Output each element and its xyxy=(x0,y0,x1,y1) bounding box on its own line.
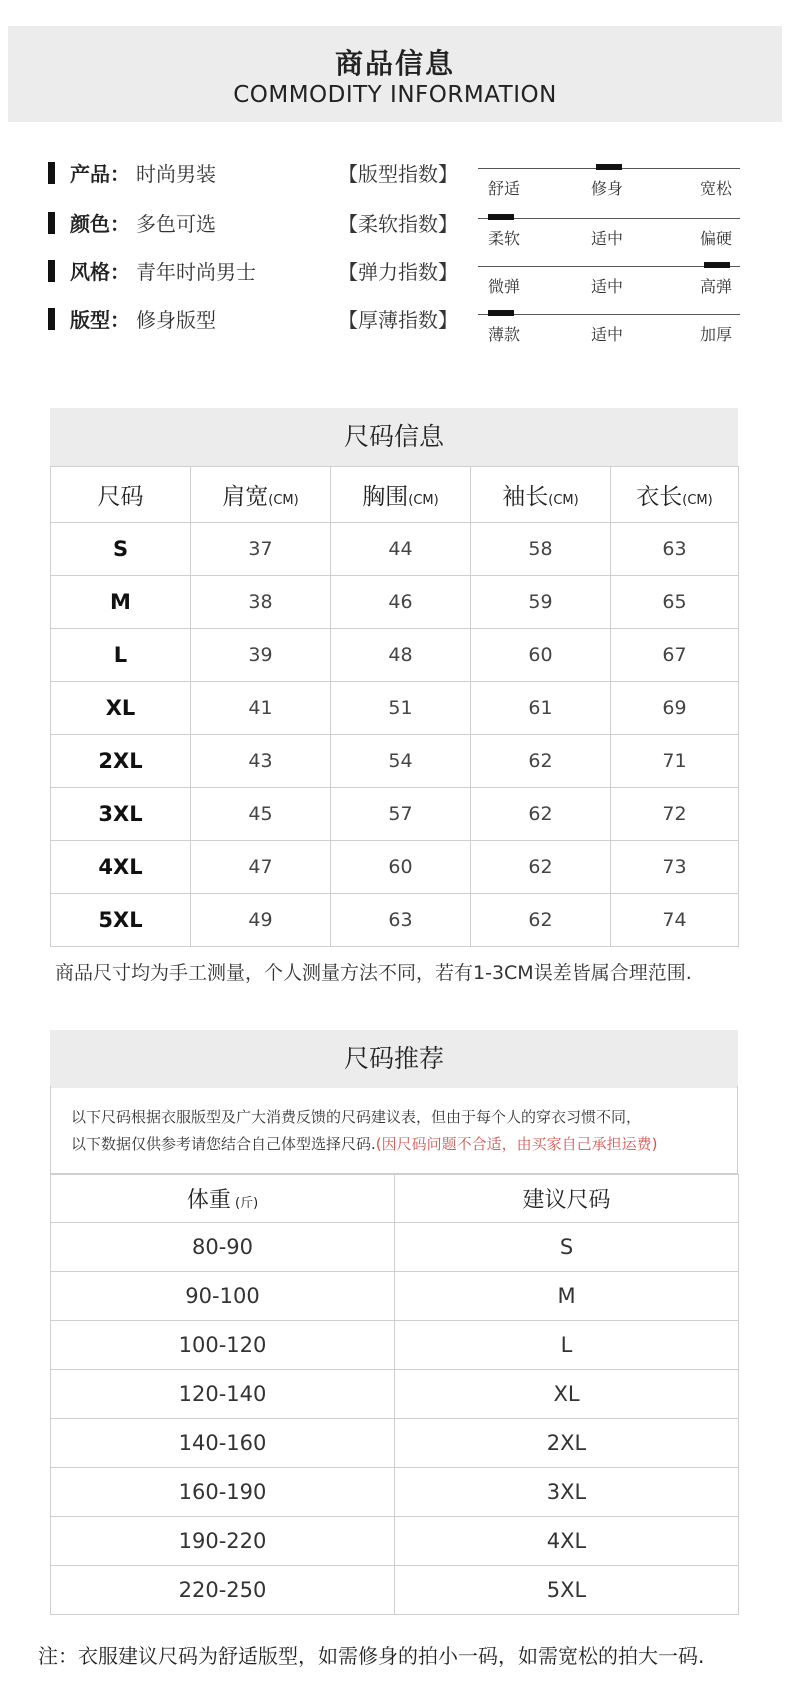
scale-line xyxy=(478,218,740,219)
scale-label-low: 薄款 xyxy=(488,325,521,344)
size-table-header xyxy=(611,467,739,523)
attribute-key: 风格： xyxy=(70,260,130,284)
measure-cell: 38 xyxy=(191,576,331,629)
index-scale xyxy=(478,206,740,250)
measure-cell: 49 xyxy=(191,894,331,947)
scale-label-low: 微弹 xyxy=(488,277,521,296)
attribute-value: 青年时尚男士 xyxy=(136,260,256,284)
fit-advice-note: 注：衣服建议尺码为舒适版型，如需修身的拍小一码，如需宽松的拍大一码. xyxy=(38,1644,705,1668)
header-title-en: COMMODITY INFORMATION xyxy=(233,82,557,108)
size-table-header xyxy=(51,467,191,523)
measure-cell: 59 xyxy=(471,576,611,629)
header-unit: (CM) xyxy=(682,493,713,508)
header-label: 尺码 xyxy=(97,484,144,510)
attribute-key: 版型： xyxy=(70,308,130,332)
measure-cell: 63 xyxy=(331,894,471,947)
table-row xyxy=(51,629,739,682)
measure-cell: 74 xyxy=(611,894,739,947)
table-row xyxy=(51,523,739,576)
size-recommend-title: 尺码推荐 xyxy=(50,1030,738,1088)
measure-cell: 71 xyxy=(611,735,739,788)
measure-cell: 73 xyxy=(611,841,739,894)
measure-cell: 43 xyxy=(191,735,331,788)
measure-cell: 47 xyxy=(191,841,331,894)
measurement-note: 商品尺寸均为手工测量，个人测量方法不同，若有1-3CM误差皆属合理范围. xyxy=(55,962,692,984)
measure-cell: 62 xyxy=(471,735,611,788)
header-label: 袖长 xyxy=(502,484,549,510)
measure-cell: 60 xyxy=(331,841,471,894)
table-row xyxy=(51,1321,739,1370)
table-row xyxy=(51,841,739,894)
size-cell: S xyxy=(51,523,191,576)
measure-cell: 48 xyxy=(331,629,471,682)
scale-label-high: 高弹 xyxy=(699,277,732,296)
recommend-table-header xyxy=(51,1175,395,1223)
attribute-key: 颜色： xyxy=(70,212,130,236)
measure-cell: 44 xyxy=(331,523,471,576)
attribute-key: 产品： xyxy=(70,162,130,186)
measure-cell: 62 xyxy=(471,894,611,947)
weight-cell: 120-140 xyxy=(51,1370,395,1419)
measure-cell: 61 xyxy=(471,682,611,735)
index-scale xyxy=(478,254,740,298)
table-row xyxy=(51,1272,739,1321)
table-row xyxy=(51,735,739,788)
attribute-value: 时尚男装 xyxy=(136,162,216,186)
header-unit: (CM) xyxy=(408,493,439,508)
header-label: 胸围 xyxy=(362,484,409,510)
recommend-desc-line2 xyxy=(71,1133,658,1154)
size-cell: L xyxy=(51,629,191,682)
scale-label-mid: 适中 xyxy=(591,325,624,344)
recommended-size-cell: L xyxy=(395,1321,739,1370)
weight-cell: 90-100 xyxy=(51,1272,395,1321)
size-cell: XL xyxy=(51,682,191,735)
scale-line xyxy=(478,266,740,267)
table-row xyxy=(51,682,739,735)
header-unit: (CM) xyxy=(268,493,299,508)
size-table-header xyxy=(471,467,611,523)
recommended-size-cell: XL xyxy=(395,1370,739,1419)
weight-cell: 100-120 xyxy=(51,1321,395,1370)
header-unit: (斤) xyxy=(230,1196,259,1211)
recommended-size-cell: 4XL xyxy=(395,1517,739,1566)
measure-cell: 45 xyxy=(191,788,331,841)
recommended-size-cell: 5XL xyxy=(395,1566,739,1615)
table-row xyxy=(51,1370,739,1419)
bullet-bar-icon xyxy=(48,308,55,330)
table-row xyxy=(51,1223,739,1272)
header-label: 衣长 xyxy=(636,484,683,510)
measure-cell: 51 xyxy=(331,682,471,735)
recommended-size-cell: M xyxy=(395,1272,739,1321)
weight-cell: 220-250 xyxy=(51,1566,395,1615)
index-scale xyxy=(478,302,740,346)
weight-cell: 80-90 xyxy=(51,1223,395,1272)
measure-cell: 69 xyxy=(611,682,739,735)
scale-label-high: 偏硬 xyxy=(699,229,732,248)
attribute-row xyxy=(48,156,740,200)
attribute-row xyxy=(48,206,740,250)
measure-cell: 65 xyxy=(611,576,739,629)
index-label: 【柔软指数】 xyxy=(338,212,458,236)
size-cell: M xyxy=(51,576,191,629)
recommended-size-cell: 2XL xyxy=(395,1419,739,1468)
size-cell: 3XL xyxy=(51,788,191,841)
size-table-header-row xyxy=(51,467,739,523)
index-label: 【版型指数】 xyxy=(338,162,458,186)
scale-label-mid: 适中 xyxy=(591,277,624,296)
measure-cell: 37 xyxy=(191,523,331,576)
index-label: 【弹力指数】 xyxy=(338,260,458,284)
table-row xyxy=(51,894,739,947)
index-label: 【厚薄指数】 xyxy=(338,308,458,332)
measure-cell: 41 xyxy=(191,682,331,735)
size-recommend-table xyxy=(50,1174,739,1615)
shipping-warning: (因尺码问题不合适，由买家自己承担运费) xyxy=(375,1135,658,1153)
measure-cell: 63 xyxy=(611,523,739,576)
bullet-bar-icon xyxy=(48,162,55,184)
attribute-value: 修身版型 xyxy=(136,308,216,332)
size-info-title: 尺码信息 xyxy=(50,408,738,466)
scale-label-low: 舒适 xyxy=(488,179,521,198)
measure-cell: 39 xyxy=(191,629,331,682)
recommended-size-cell: S xyxy=(395,1223,739,1272)
measure-cell: 57 xyxy=(331,788,471,841)
scale-level-marker xyxy=(704,262,730,268)
scale-label-high: 加厚 xyxy=(699,325,732,344)
recommend-desc-line1: 以下尺码根据衣服版型及广大消费反馈的尺码建议表，但由于每个人的穿衣习惯不同， xyxy=(71,1108,642,1126)
table-row xyxy=(51,576,739,629)
scale-level-marker xyxy=(488,214,514,220)
measure-cell: 62 xyxy=(471,788,611,841)
measure-cell: 54 xyxy=(331,735,471,788)
header-label: 体重 xyxy=(186,1188,231,1213)
weight-cell: 190-220 xyxy=(51,1517,395,1566)
header-unit: (CM) xyxy=(548,493,579,508)
bullet-bar-icon xyxy=(48,212,55,234)
scale-label-mid: 适中 xyxy=(591,229,624,248)
recommend-table-header-row xyxy=(51,1175,739,1223)
size-info-table xyxy=(50,466,739,947)
recommend-description xyxy=(50,1086,738,1174)
size-cell: 5XL xyxy=(51,894,191,947)
measure-cell: 72 xyxy=(611,788,739,841)
measure-cell: 46 xyxy=(331,576,471,629)
attribute-value: 多色可选 xyxy=(136,212,216,236)
scale-label-low: 柔软 xyxy=(488,229,521,248)
measure-cell: 58 xyxy=(471,523,611,576)
size-cell: 4XL xyxy=(51,841,191,894)
attribute-row xyxy=(48,302,740,346)
scale-label-mid: 修身 xyxy=(591,179,624,198)
table-row xyxy=(51,788,739,841)
commodity-info-header xyxy=(8,26,782,122)
header-title-cn: 商品信息 xyxy=(334,47,455,80)
recommended-size-cell: 3XL xyxy=(395,1468,739,1517)
measure-cell: 60 xyxy=(471,629,611,682)
measure-cell: 67 xyxy=(611,629,739,682)
weight-cell: 140-160 xyxy=(51,1419,395,1468)
measure-cell: 62 xyxy=(471,841,611,894)
attribute-row xyxy=(48,254,740,298)
scale-level-marker xyxy=(488,310,514,316)
header-label: 肩宽 xyxy=(222,484,269,510)
table-row xyxy=(51,1517,739,1566)
weight-cell: 160-190 xyxy=(51,1468,395,1517)
scale-label-high: 宽松 xyxy=(699,179,732,198)
table-row xyxy=(51,1419,739,1468)
size-table-header xyxy=(331,467,471,523)
index-scale xyxy=(478,156,740,200)
scale-line xyxy=(478,314,740,315)
recommend-table-header xyxy=(395,1175,739,1223)
scale-level-marker xyxy=(596,164,622,170)
recommend-desc-text: 以下数据仅供参考请您结合自己体型选择尺码. xyxy=(71,1135,376,1153)
size-table-header xyxy=(191,467,331,523)
header-label: 建议尺码 xyxy=(522,1188,611,1213)
bullet-bar-icon xyxy=(48,260,55,282)
table-row xyxy=(51,1468,739,1517)
size-cell: 2XL xyxy=(51,735,191,788)
table-row xyxy=(51,1566,739,1615)
